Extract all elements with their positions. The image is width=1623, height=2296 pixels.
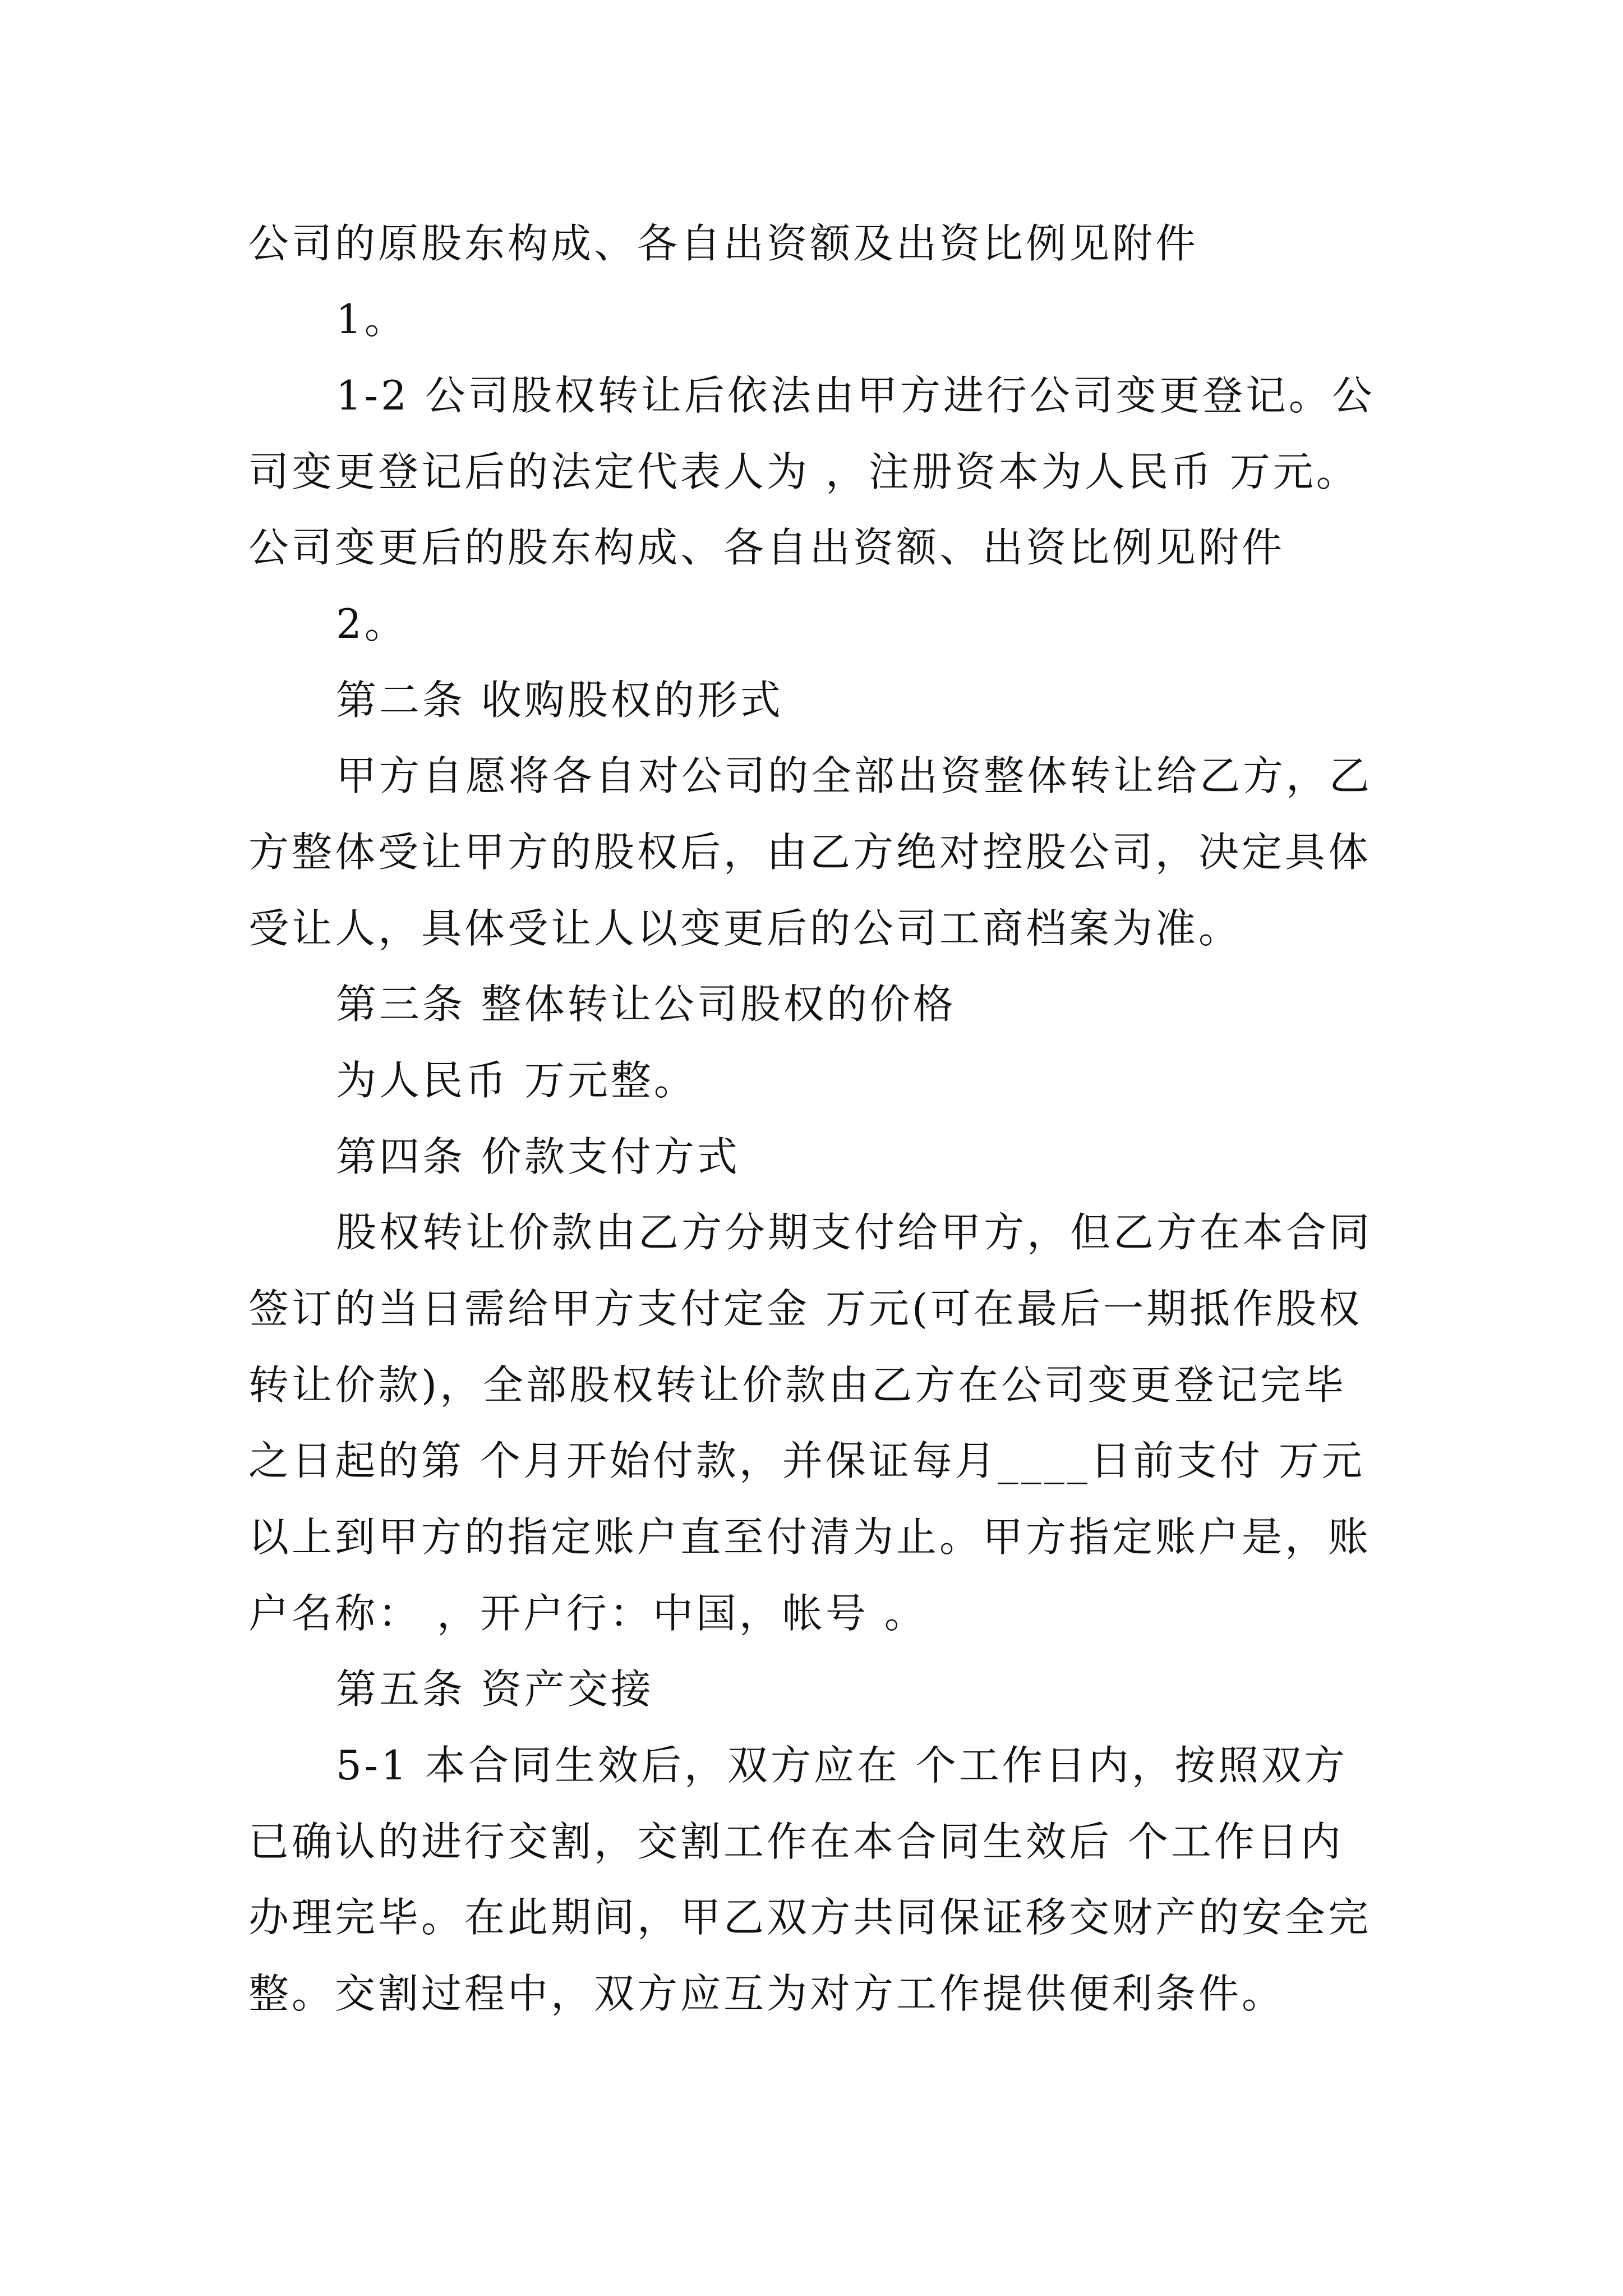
text-line-22: 已确认的进行交割，交割工作在本合同生效后 个工作日内 (248, 1818, 1344, 1865)
section-heading-2: 第二条 收购股权的形式 (336, 677, 783, 724)
text-line-17: 之日起的第 个月开始付款，并保证每月____日前支付 万元 (248, 1437, 1365, 1484)
text-line-14: 股权转让价款由乙方分期支付给甲方，但乙方在本合同 (336, 1209, 1373, 1256)
text-line-15: 签订的当日需给甲方支付定金 万元(可在最后一期抵作股权 (248, 1285, 1362, 1332)
section-heading-5: 第五条 资产交接 (336, 1665, 654, 1713)
section-heading-3: 第三条 整体转让公司股权的价格 (336, 981, 956, 1028)
text-line-1: 公司的原股东构成、各自出资额及出资比例见附件 (248, 220, 1199, 267)
text-line-6: 2。 (336, 600, 408, 647)
text-line-10: 受让人，具体受让人以变更后的公司工商档案为准。 (248, 905, 1242, 952)
text-line-21: 5-1 本合同生效后，双方应在 个工作日内，按照双方 (336, 1742, 1348, 1789)
text-line-3: 1-2 公司股权转让后依法由甲方进行公司变更登记。公 (336, 372, 1375, 419)
text-line-8: 甲方自愿将各自对公司的全部出资整体转让给乙方，乙 (336, 752, 1373, 799)
text-line-16: 转让价款)，全部股权转让价款由乙方在公司变更登记完毕 (248, 1361, 1347, 1409)
text-line-4: 司变更登记后的法定代表人为 ，注册资本为人民币 万元。 (248, 448, 1359, 495)
text-line-12: 为人民币 万元整。 (336, 1057, 697, 1104)
text-line-19: 户名称： ，开户行：中国，帐号 。 (248, 1590, 928, 1637)
text-line-23: 办理完毕。在此期间，甲乙双方共同保证移交财产的安全完 (248, 1894, 1372, 1941)
text-line-5: 公司变更后的股东构成、各自出资额、出资比例见附件 (248, 524, 1285, 571)
text-line-9: 方整体受让甲方的股权后，由乙方绝对控股公司，决定具体 (248, 829, 1372, 876)
text-line-2: 1。 (336, 296, 408, 343)
section-heading-4: 第四条 价款支付方式 (336, 1133, 740, 1180)
text-line-24: 整。交割过程中，双方应互为对方工作提供便利条件。 (248, 1970, 1285, 2017)
text-line-18: 以上到甲方的指定账户直至付清为止。甲方指定账户是，账 (248, 1513, 1372, 1561)
